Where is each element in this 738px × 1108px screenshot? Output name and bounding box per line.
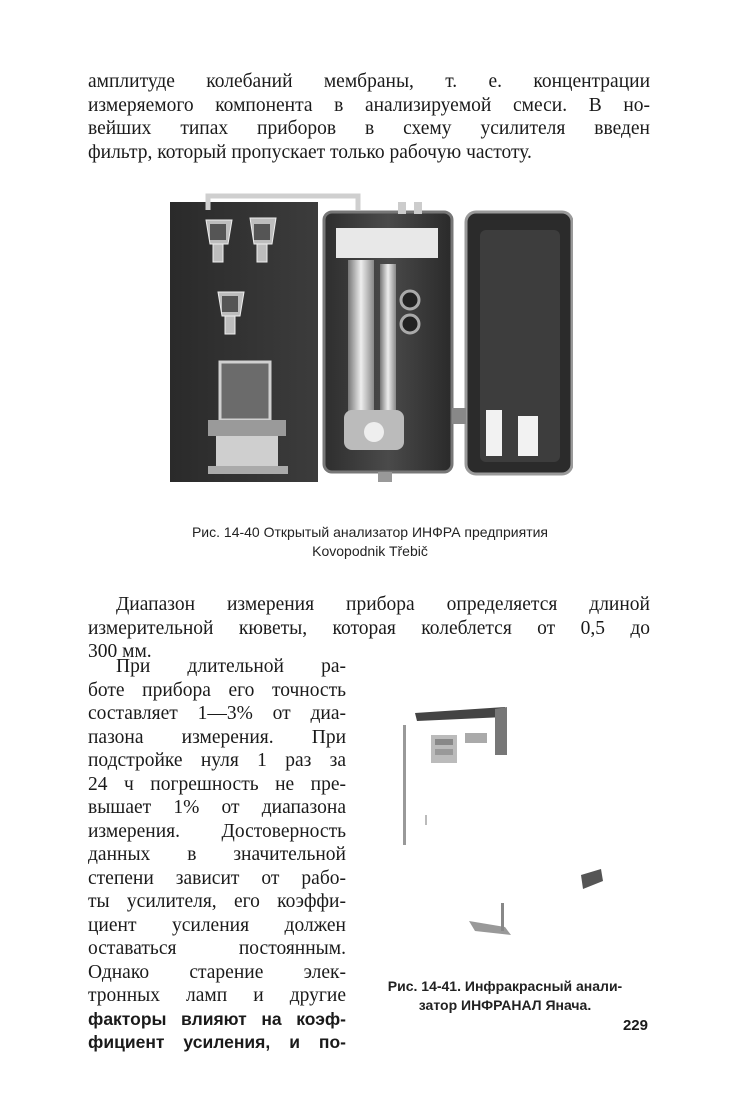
text-line: Диапазон измерения прибора определяется длиной [116,594,650,615]
text-line: измеряемого компонента в анализируемой смеси. В но- [88,94,650,116]
figure-caption-14-41 [355,977,655,1015]
text-line: составляет 1—3% от диа- [88,703,346,724]
text-line: фильтр, который пропускает только рабочую частоту. [88,141,532,163]
figure-caption-14-40 [120,523,620,561]
text-line: 24 ч погрешность не пре- [88,773,346,795]
caption-line: Рис. 14-40 Открытый анализатор ИНФРА предприятия [191,524,549,540]
paragraph-intro [88,70,650,164]
caption-line: Kovopodnik Třebič [312,543,428,559]
figure-open-analyzer-photo [168,180,573,485]
caption-line: Рис. 14-41. Инфракрасный анали- [387,978,623,994]
text-line: циент усиления должен [88,914,346,936]
text-line: измерения. Достоверность [88,820,346,842]
caption-line: затор ИНФРАНАЛ Янача. [418,997,592,1013]
text-line: вышает 1% от диапазона [88,797,346,818]
text-line: амплитуде колебаний мембраны, т. е. концентрации [88,71,650,92]
text-line: пазона измерения. При [88,726,346,748]
text-line: тронных ламп и другие [88,985,346,1006]
text-line: ты усилителя, его коэффи- [88,891,346,912]
text-line-bold: фициент усиления, и по- [88,1032,346,1052]
text-line: подстройке нуля 1 раз за [88,750,346,771]
text-line: 300 мм. [88,641,152,662]
text-line: оставаться постоянным. [88,938,346,959]
text-line: При длительной ра- [116,656,346,677]
paragraph-accuracy [88,655,346,1055]
paragraph-measurement-range [88,593,650,664]
text-line: Однако старение элек- [88,961,346,983]
page-number: 229 [622,1017,648,1034]
text-line-bold: факторы влияют на коэф- [88,1008,346,1029]
text-line: степени зависит от рабо- [88,867,346,889]
figure-infranal-analyzer-photo [385,695,655,965]
text-line: боте прибора его точность [88,679,346,701]
text-line: данных в значительной [88,844,346,865]
text-line: вейших типах приборов в схему усилителя введен [88,118,650,139]
text-line: измерительной кюветы, которая колеблется от 0,5 до [88,617,650,639]
